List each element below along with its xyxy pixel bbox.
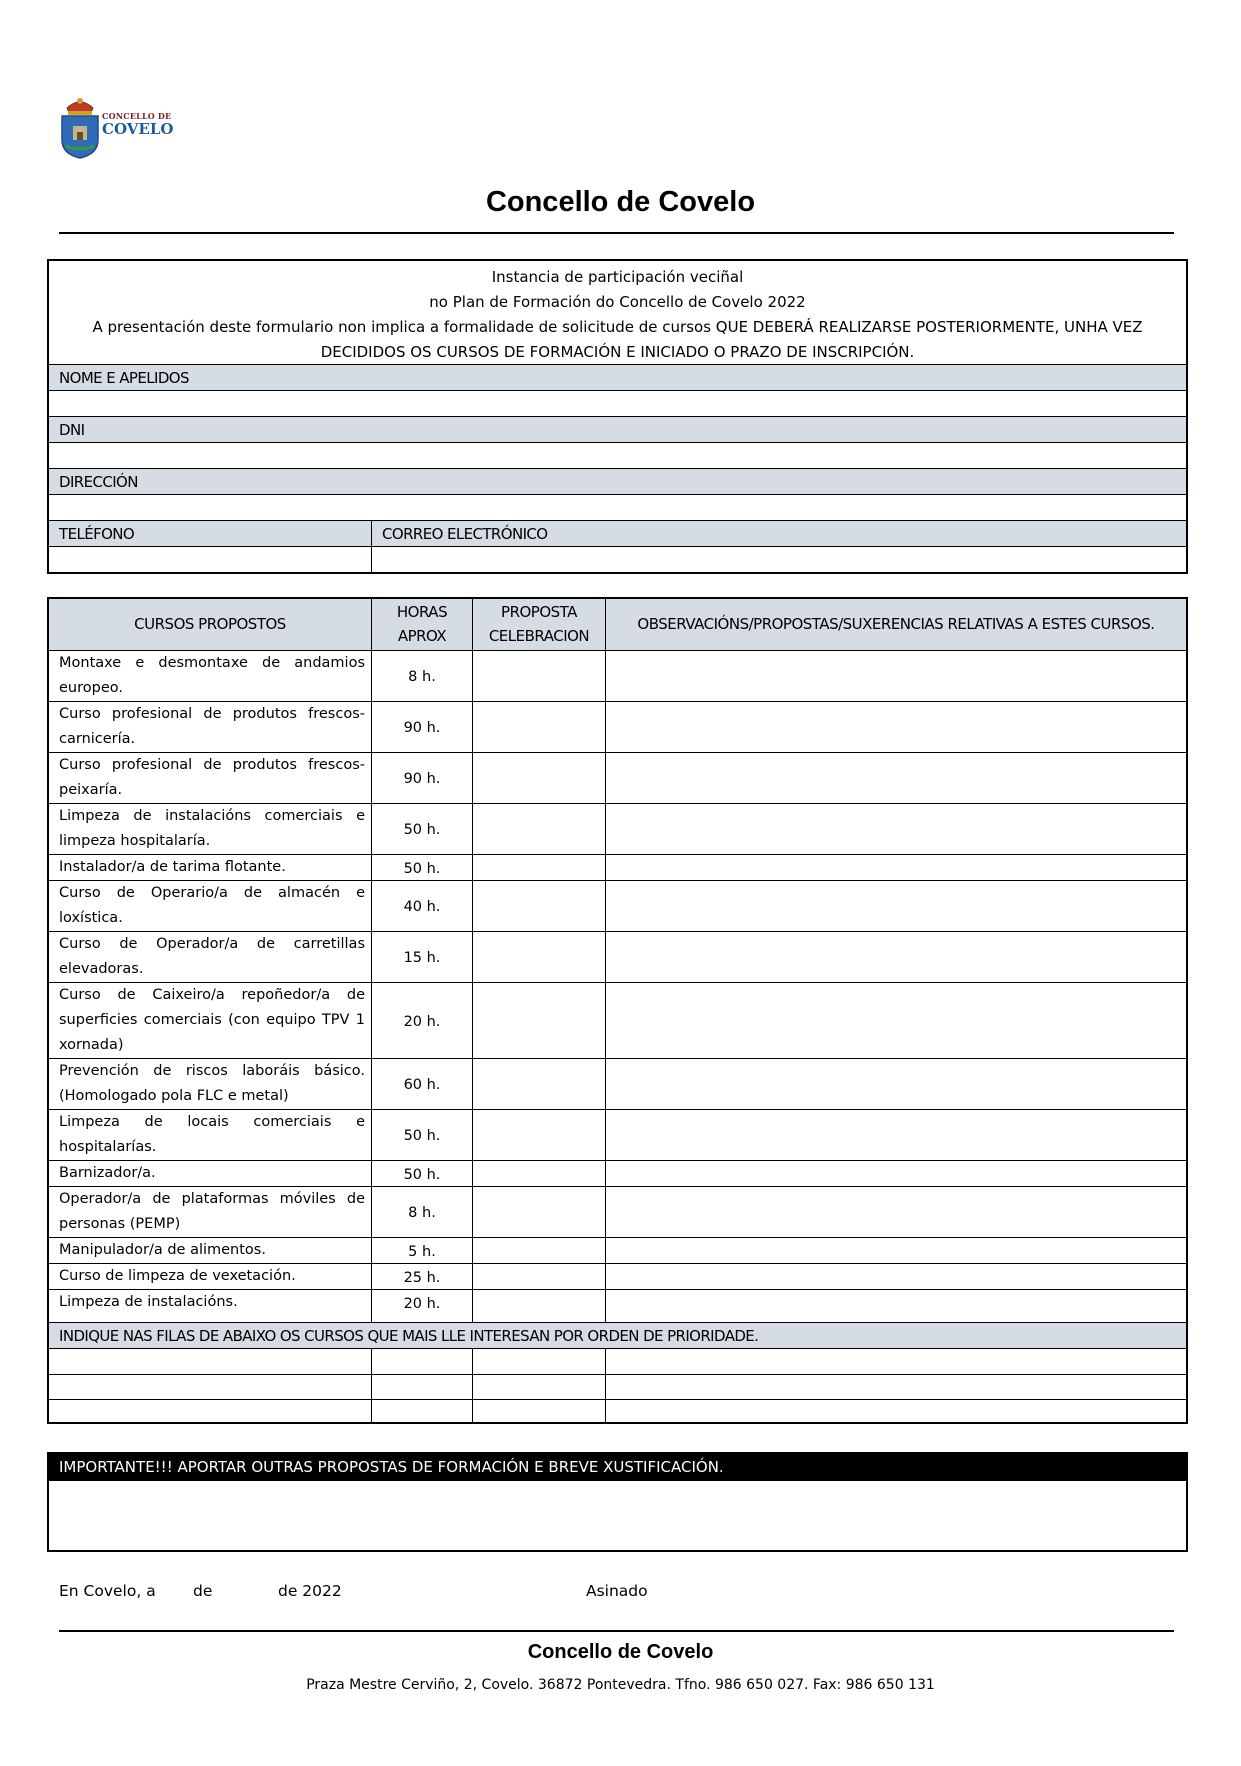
course-name: Operador/a de plataformas móviles de personas (PEMP) xyxy=(59,1191,365,1232)
course-hours: 50 h. xyxy=(403,860,441,877)
proposal-cell[interactable] xyxy=(473,651,605,701)
observations-cell[interactable] xyxy=(606,1238,1186,1263)
course-name: Curso de Caixeiro/a repoñedor/a de superficies comerciais (con equipo TPV 1 xornada) xyxy=(59,987,365,1053)
course-name: Curso profesional de produtos frescos-peixaría. xyxy=(59,757,365,798)
course-name: Curso de limpeza de vexetación. xyxy=(59,1268,296,1284)
header-divider xyxy=(59,232,1174,234)
observations-cell[interactable] xyxy=(606,1110,1186,1160)
signed-label: Asinado xyxy=(586,1582,648,1600)
proposal-cell[interactable] xyxy=(473,881,605,931)
year-label: de 2022 xyxy=(278,1582,342,1600)
course-hours: 90 h. xyxy=(403,771,441,787)
proposal-cell[interactable] xyxy=(473,702,605,752)
footer-title: Concello de Covelo xyxy=(527,1641,714,1663)
proposal-cell[interactable] xyxy=(473,1059,605,1109)
col-proposal-line2: CELEBRACION xyxy=(488,627,590,645)
contact-header xyxy=(49,520,1186,547)
proposal-cell[interactable] xyxy=(473,983,605,1058)
observations-cell[interactable] xyxy=(606,1161,1186,1186)
col-hours xyxy=(372,600,472,648)
observations-cell[interactable] xyxy=(606,804,1186,854)
priority-row-1[interactable] xyxy=(49,1349,1186,1374)
proposal-cell[interactable] xyxy=(473,855,605,880)
col-hours-line2: APROX xyxy=(397,627,447,645)
other-proposals-field[interactable] xyxy=(49,1481,1186,1550)
observations-cell[interactable] xyxy=(606,702,1186,752)
priority-label: INDIQUE NAS FILAS DE ABAIXO OS CURSOS QUE MAIS LLE INTERESAN POR ORDEN DE PRIORIDADE. xyxy=(59,1327,759,1345)
col-hours-line1: HORAS xyxy=(396,603,448,621)
observations-cell[interactable] xyxy=(606,1290,1186,1315)
dni-label: DNI xyxy=(59,421,85,439)
important-label: IMPORTANTE!!! APORTAR OUTRAS PROPOSTAS DE FORMACIÓN E BREVE XUSTIFICACIÓN. xyxy=(49,1454,1186,1481)
proposal-cell[interactable] xyxy=(473,932,605,982)
applicant-form xyxy=(47,259,1188,574)
name-label: NOME E APELIDOS xyxy=(59,369,189,387)
courses-table-header xyxy=(49,599,1186,651)
footer-divider xyxy=(59,1630,1174,1632)
course-name: Limpeza de locais comerciais e hospitalarías. xyxy=(59,1114,365,1155)
proposal-cell[interactable] xyxy=(473,1161,605,1186)
logo-name: COVELO xyxy=(102,120,174,138)
dni-field[interactable] xyxy=(49,443,1186,468)
observations-cell[interactable] xyxy=(606,1059,1186,1109)
priority-row-2[interactable] xyxy=(49,1375,1186,1399)
course-hours: 40 h. xyxy=(403,899,441,915)
email-label: CORREO ELECTRÓNICO xyxy=(382,525,548,543)
observations-cell[interactable] xyxy=(606,1264,1186,1289)
address-header xyxy=(49,468,1186,495)
name-field[interactable] xyxy=(49,391,1186,416)
name-header xyxy=(49,364,1186,391)
course-hours: 20 h. xyxy=(403,1013,441,1030)
address-label: DIRECCIÓN xyxy=(59,473,138,491)
course-hours: 50 h. xyxy=(403,1128,441,1144)
course-name: Limpeza de instalacións comerciais e limpeza hospitalaría. xyxy=(59,808,365,849)
address-field[interactable] xyxy=(49,495,1186,520)
course-hours: 20 h. xyxy=(403,1295,441,1312)
phone-label: TELÉFONO xyxy=(59,525,135,543)
col-courses: CURSOS PROPOSTOS xyxy=(134,615,286,633)
proposal-cell[interactable] xyxy=(473,1238,605,1263)
important-box xyxy=(47,1452,1188,1552)
observations-cell[interactable] xyxy=(606,651,1186,701)
observations-cell[interactable] xyxy=(606,932,1186,982)
observations-cell[interactable] xyxy=(606,855,1186,880)
email-field[interactable] xyxy=(372,547,1186,572)
course-name: Curso profesional de produtos frescos-carnicería. xyxy=(59,706,365,747)
observations-cell[interactable] xyxy=(606,1187,1186,1237)
course-hours: 15 h. xyxy=(403,950,441,966)
intro-notice-cont: DECIDIDOS OS CURSOS DE FORMACIÓN E INICIADO O PRAZO DE INSCRIPCIÓN. xyxy=(320,343,915,361)
course-hours: 50 h. xyxy=(403,1166,441,1183)
logo-caption: CONCELLO DE xyxy=(102,111,172,121)
course-name: Limpeza de instalacións. xyxy=(59,1294,238,1310)
courses-table xyxy=(47,597,1188,1424)
page-title: Concello de Covelo xyxy=(485,186,756,218)
proposal-cell[interactable] xyxy=(473,753,605,803)
course-hours: 5 h. xyxy=(408,1243,436,1260)
intro-subtitle: no Plan de Formación do Concello de Covelo 2022 xyxy=(429,293,806,311)
priority-header xyxy=(49,1322,1186,1349)
concello-logo xyxy=(58,96,178,162)
course-name: Instalador/a de tarima flotante. xyxy=(59,859,286,875)
intro-notice: A presentación deste formulario non implica a formalidade de solicitude de cursos QUE DEBERÁ REALIZARSE POSTERIORMENTE, UNHA VEZ xyxy=(92,318,1143,336)
coat-of-arms-icon xyxy=(58,96,102,162)
course-name: Curso de Operador/a de carretillas elevadoras. xyxy=(59,936,365,977)
course-hours: 60 h. xyxy=(403,1077,441,1093)
observations-cell[interactable] xyxy=(606,983,1186,1058)
course-name: Manipulador/a de alimentos. xyxy=(59,1242,266,1258)
col-proposal-line1: PROPOSTA xyxy=(501,603,577,621)
proposal-cell[interactable] xyxy=(473,1110,605,1160)
proposal-cell[interactable] xyxy=(473,1290,605,1315)
course-hours: 25 h. xyxy=(403,1269,441,1286)
course-hours: 90 h. xyxy=(403,720,441,736)
course-hours: 8 h. xyxy=(408,669,436,685)
proposal-cell[interactable] xyxy=(473,1264,605,1289)
dni-header xyxy=(49,416,1186,443)
priority-row-3[interactable] xyxy=(49,1400,1186,1422)
phone-field[interactable] xyxy=(49,547,371,572)
col-observations: OBSERVACIÓNS/PROPOSTAS/SUXERENCIAS RELATIVAS A ESTES CURSOS. xyxy=(637,615,1155,633)
col-proposal xyxy=(473,600,605,648)
footer-address: Praza Mestre Cerviño, 2, Covelo. 36872 Pontevedra. Tfno. 986 650 027. Fax: 986 650 131 xyxy=(306,1677,935,1693)
course-name: Montaxe e desmontaxe de andamios europeo. xyxy=(59,655,365,696)
proposal-cell[interactable] xyxy=(473,1187,605,1237)
intro-title: Instancia de participación veciñal xyxy=(491,268,744,286)
place-label: En Covelo, a xyxy=(59,1582,156,1600)
course-hours: 50 h. xyxy=(403,822,441,838)
proposal-cell[interactable] xyxy=(473,804,605,854)
date-of-label: de xyxy=(193,1582,213,1600)
observations-cell[interactable] xyxy=(606,881,1186,931)
course-name: Barnizador/a. xyxy=(59,1165,156,1181)
course-hours: 8 h. xyxy=(408,1205,436,1221)
course-name: Prevención de riscos laboráis básico. (Homologado pola FLC e metal) xyxy=(59,1063,365,1104)
course-name: Curso de Operario/a de almacén e loxística. xyxy=(59,885,365,926)
observations-cell[interactable] xyxy=(606,753,1186,803)
